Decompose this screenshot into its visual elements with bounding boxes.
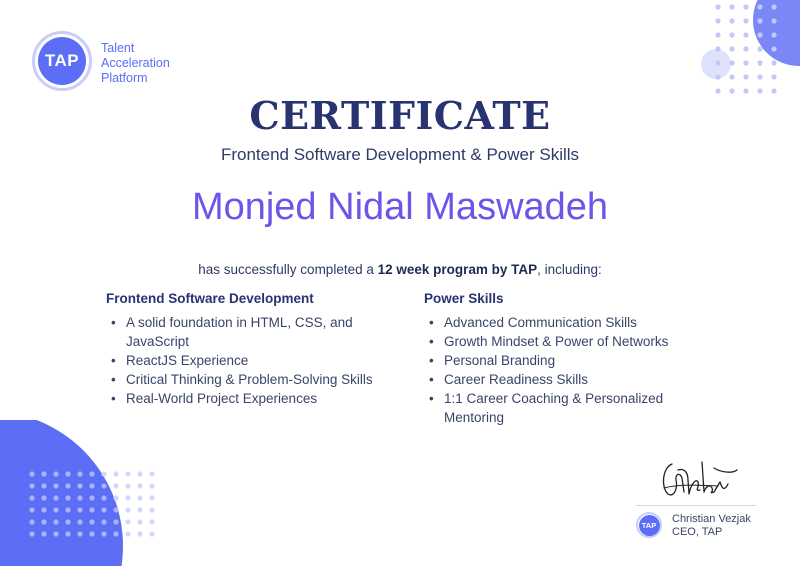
decor-dot (101, 471, 106, 476)
decor-dot (137, 507, 142, 512)
decor-dot (89, 519, 94, 524)
org-name-line-1: Talent (101, 41, 135, 55)
decor-dot (41, 519, 46, 524)
decor-dot (715, 46, 720, 51)
decor-dot (743, 74, 748, 79)
org-name-line-3: Platform (101, 71, 148, 85)
decor-dot (125, 483, 130, 488)
list-item: • Career Readiness Skills (424, 370, 724, 389)
decor-dot (715, 74, 720, 79)
decor-dot (29, 507, 34, 512)
decor-dot (65, 471, 70, 476)
decor-dot (41, 507, 46, 512)
bottom-left-decoration (0, 420, 200, 566)
decor-dot (771, 4, 776, 9)
program-subtitle: Frontend Software Development & Power Skills (220, 145, 580, 164)
decor-dot (89, 471, 94, 476)
decor-dot (757, 4, 762, 9)
decor-dot (149, 483, 154, 488)
decor-dot (89, 507, 94, 512)
decor-dot (715, 60, 720, 65)
decor-dot (65, 519, 70, 524)
certificate-title: CERTIFICATE (249, 93, 551, 138)
decor-dot (113, 471, 118, 476)
decor-dot (715, 32, 720, 37)
decor-dot (53, 495, 58, 500)
ceo-tap-badge (636, 512, 662, 538)
decor-dot (29, 471, 34, 476)
decor-dot (29, 519, 34, 524)
completion-statement (0, 262, 800, 277)
decor-dot (149, 495, 154, 500)
decor-dot (113, 531, 118, 536)
decor-dot (113, 495, 118, 500)
decor-dot (137, 471, 142, 476)
decor-dot (41, 495, 46, 500)
statement-prefix: has successfully completed a (198, 262, 378, 277)
power-skills-list (424, 313, 724, 427)
decor-dot (743, 32, 748, 37)
decor-dot (53, 507, 58, 512)
decor-dot (729, 46, 734, 51)
decor-dot (77, 531, 82, 536)
decor-dot (771, 46, 776, 51)
decor-dot (65, 495, 70, 500)
decor-dot (53, 531, 58, 536)
decor-dot (65, 531, 70, 536)
decor-dot (743, 18, 748, 23)
statement-program: 12 week program by TAP (377, 262, 538, 277)
frontend-list (106, 313, 396, 408)
decor-dot (757, 32, 762, 37)
ceo-signature (658, 458, 738, 502)
decor-dot (125, 519, 130, 524)
decor-dot (149, 531, 154, 536)
recipient-name: Monjed Nidal Maswadeh (191, 186, 609, 228)
decor-dot (29, 483, 34, 488)
decor-dot (729, 4, 734, 9)
decor-dot (113, 519, 118, 524)
decor-dot (757, 18, 762, 23)
decor-dot (729, 32, 734, 37)
decor-dot (729, 74, 734, 79)
decor-dot (729, 60, 734, 65)
decor-dot (77, 483, 82, 488)
decor-dot (77, 471, 82, 476)
decor-dot (125, 531, 130, 536)
decor-dot (125, 495, 130, 500)
decor-dot (771, 74, 776, 79)
decor-dot (137, 483, 142, 488)
decor-dot (125, 471, 130, 476)
list-item: • Real-World Project Experiences (106, 389, 396, 408)
signature-line (636, 505, 756, 506)
power-skills-column (424, 291, 724, 427)
decor-dot (41, 471, 46, 476)
list-item: • A solid foundation in HTML, CSS, and JavaScript (106, 313, 396, 351)
list-item: • 1:1 Career Coaching & Personalized Mentoring (424, 389, 724, 427)
decor-dot (743, 60, 748, 65)
decor-dot (77, 507, 82, 512)
decor-dot (757, 46, 762, 51)
power-skills-heading: Power Skills (424, 291, 504, 306)
decor-dot (29, 495, 34, 500)
badge-text: TAP (639, 515, 660, 536)
decor-dot (137, 531, 142, 536)
decor-dot (77, 519, 82, 524)
logo-text: TAP (38, 37, 86, 85)
decor-dot (757, 74, 762, 79)
decor-dot (137, 495, 142, 500)
decor-dot (771, 18, 776, 23)
decor-dot (53, 519, 58, 524)
decor-dot (89, 495, 94, 500)
decor-dot (113, 507, 118, 512)
tap-logo (32, 31, 92, 91)
decor-dot (149, 507, 154, 512)
list-item: • Personal Branding (424, 351, 724, 370)
decor-dot (89, 483, 94, 488)
decor-dot (29, 531, 34, 536)
list-item: • ReactJS Experience (106, 351, 396, 370)
decor-dot (125, 507, 130, 512)
decor-dot (715, 4, 720, 9)
list-item: • Advanced Communication Skills (424, 313, 724, 332)
decor-dot (89, 531, 94, 536)
decor-dot (757, 60, 762, 65)
decor-dot (113, 483, 118, 488)
org-name-line-2: Acceleration (101, 56, 170, 70)
signatory-role: CEO, TAP (672, 526, 723, 538)
decor-dot (743, 46, 748, 51)
decor-dot (101, 531, 106, 536)
signatory-name: Christian Vezjak (672, 513, 751, 525)
list-item: • Critical Thinking & Problem-Solving Skills (106, 370, 396, 389)
decor-dot (101, 507, 106, 512)
decor-dot (771, 60, 776, 65)
decor-dot (101, 483, 106, 488)
decor-dot (101, 495, 106, 500)
decor-dot (101, 519, 106, 524)
decor-dot (771, 32, 776, 37)
decor-dot (53, 471, 58, 476)
decor-dot (41, 531, 46, 536)
statement-suffix: , including: (537, 262, 602, 277)
list-item: • Growth Mindset & Power of Networks (424, 332, 724, 351)
decor-dot (149, 519, 154, 524)
decor-dot (729, 18, 734, 23)
decor-dot (77, 495, 82, 500)
decor-dot (149, 471, 154, 476)
decor-dot (65, 507, 70, 512)
frontend-skills-column (106, 291, 396, 408)
frontend-heading: Frontend Software Development (106, 291, 314, 306)
signatory-block (672, 513, 751, 539)
decor-dot (41, 483, 46, 488)
decor-dot (715, 18, 720, 23)
decor-dot (53, 483, 58, 488)
decor-dot (137, 519, 142, 524)
decor-dot (743, 4, 748, 9)
decor-dot (65, 483, 70, 488)
organization-name (101, 41, 170, 86)
